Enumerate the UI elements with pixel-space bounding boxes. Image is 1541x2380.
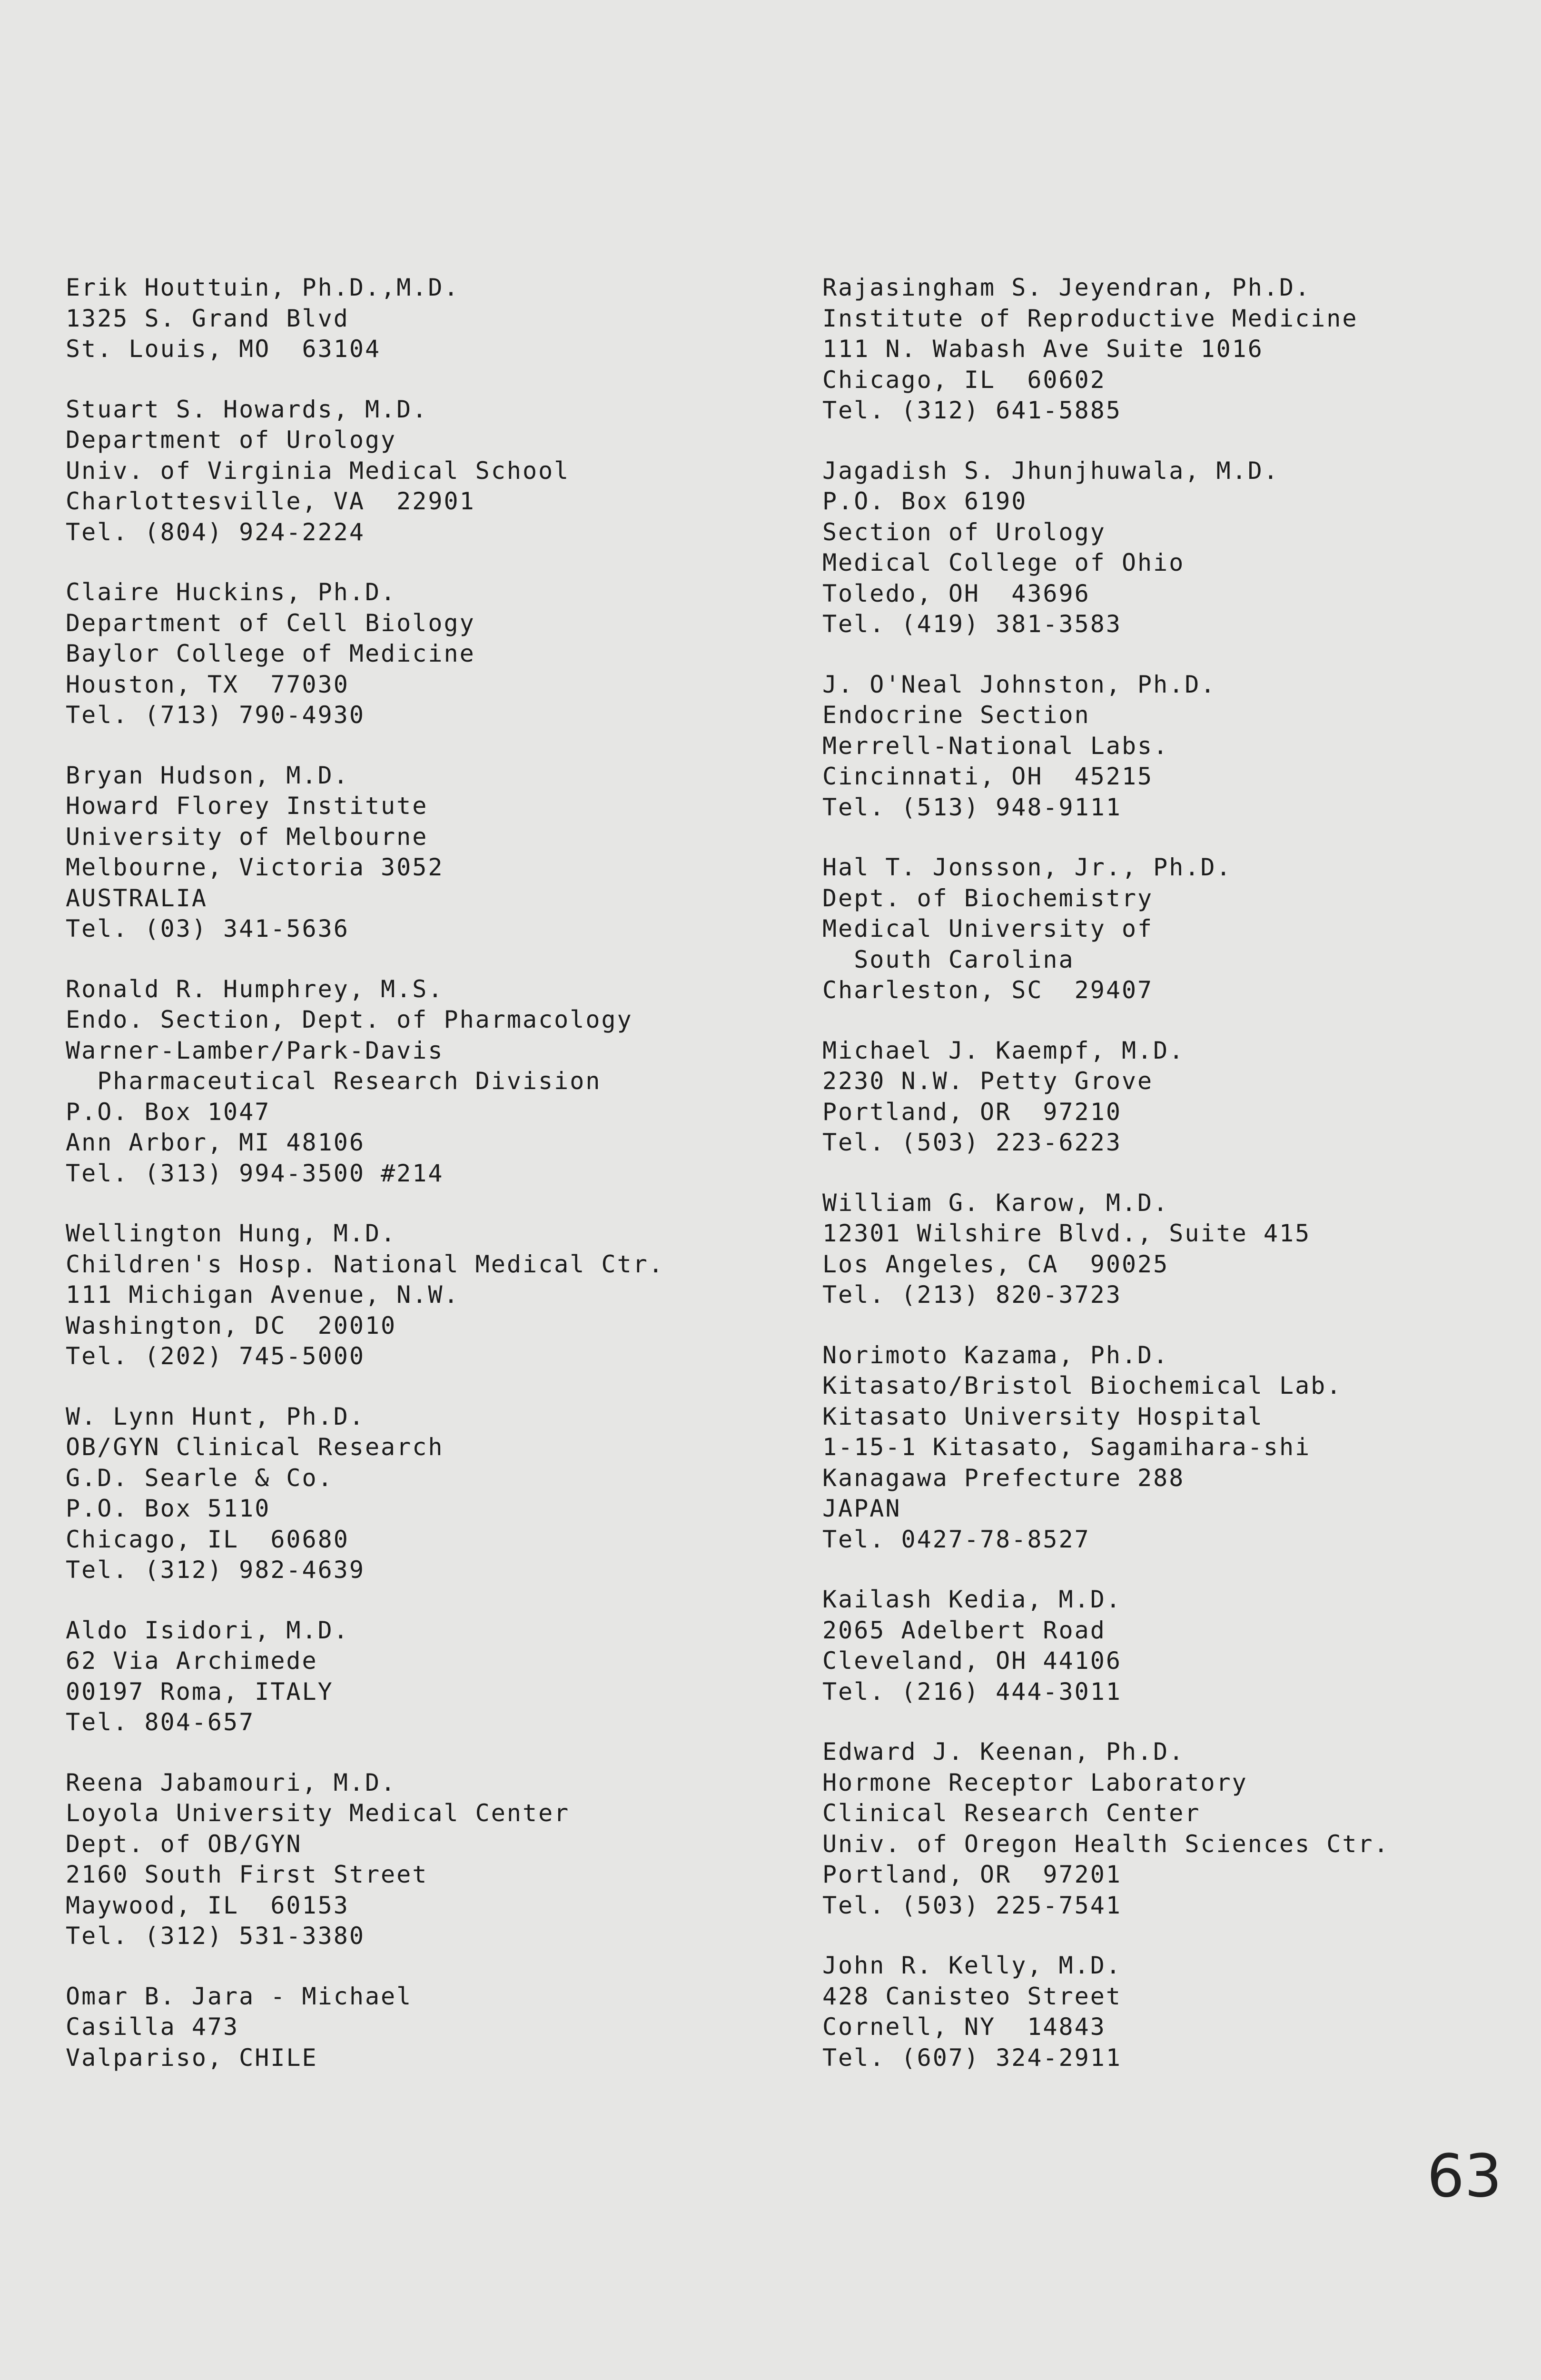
directory-entry: [66, 1767, 780, 1952]
directory-entry: [66, 1218, 780, 1372]
entry-line: Univ. of Oregon Health Sciences Ctr.: [822, 1830, 1390, 1858]
entry-line: Charleston, SC 29407: [822, 976, 1154, 1004]
directory-entry: [66, 974, 780, 1189]
entry-line: 111 Michigan Avenue, N.W.: [66, 1281, 460, 1309]
entry-name: Hal T. Jonsson, Jr., Ph.D.: [822, 853, 1232, 881]
directory-entry: [66, 1615, 780, 1738]
entry-line: Dept. of OB/GYN: [66, 1830, 302, 1858]
entry-name: J. O'Neal Johnston, Ph.D.: [822, 670, 1216, 698]
entry-line: Tel. (213) 820-3723: [822, 1281, 1122, 1309]
entry-line: Melbourne, Victoria 3052: [66, 853, 444, 881]
entry-line: 111 N. Wabash Ave Suite 1016: [822, 335, 1264, 363]
entry-line: Chicago, IL 60602: [822, 366, 1106, 394]
entry-line: Endocrine Section: [822, 701, 1090, 729]
entry-line: Warner-Lamber/Park-Davis: [66, 1036, 444, 1064]
entry-line: St. Louis, MO 63104: [66, 335, 381, 363]
directory-entry: [822, 1340, 1527, 1555]
entry-line: 1-15-1 Kitasato, Sagamihara-shi: [822, 1433, 1311, 1461]
directory-entry: [822, 852, 1527, 1006]
entry-name: Erik Houttuin, Ph.D.,M.D.: [66, 274, 460, 301]
entry-name: Wellington Hung, M.D.: [66, 1220, 397, 1247]
directory-entry: [822, 1188, 1527, 1310]
entry-line: Portland, OR 97210: [822, 1098, 1122, 1126]
entry-line: University of Melbourne: [66, 823, 428, 851]
entry-line: Tel. (513) 948-9111: [822, 793, 1122, 821]
entry-name: Claire Huckins, Ph.D.: [66, 578, 397, 606]
entry-line: 1325 S. Grand Blvd: [66, 304, 349, 332]
right-column: [822, 272, 1527, 2102]
entry-name: John R. Kelly, M.D.: [822, 1952, 1122, 1979]
directory-entry: [66, 394, 780, 548]
entry-line: Tel. (503) 225-7541: [822, 1891, 1122, 1919]
entry-line: Casilla 473: [66, 2013, 239, 2041]
entry-line: Tel. (312) 982-4639: [66, 1556, 365, 1584]
entry-line: Maywood, IL 60153: [66, 1891, 349, 1919]
entry-name: Reena Jabamouri, M.D.: [66, 1768, 397, 1796]
entry-line: Tel. (312) 531-3380: [66, 1922, 365, 1950]
entry-line: Washington, DC 20010: [66, 1311, 397, 1339]
entry-name: Kailash Kedia, M.D.: [822, 1586, 1122, 1613]
entry-line: Chicago, IL 60680: [66, 1525, 349, 1553]
entry-line: Kitasato University Hospital: [822, 1402, 1264, 1430]
entry-line: 12301 Wilshire Blvd., Suite 415: [822, 1220, 1311, 1247]
entry-line: Tel. 0427-78-8527: [822, 1525, 1090, 1553]
left-column: [66, 272, 780, 2102]
entry-name: Norimoto Kazama, Ph.D.: [822, 1341, 1169, 1369]
directory-entry: [66, 1981, 780, 2073]
entry-line: Tel. (804) 924-2224: [66, 518, 365, 546]
entry-line: Cornell, NY 14843: [822, 2013, 1106, 2041]
entry-line: 62 Via Archimede: [66, 1647, 318, 1675]
entry-line: Univ. of Virginia Medical School: [66, 456, 570, 485]
entry-line: Endo. Section, Dept. of Pharmacology: [66, 1006, 633, 1033]
entry-line: 428 Canisteo Street: [822, 1982, 1122, 2010]
directory-entry: [822, 1035, 1527, 1158]
entry-line: Tel. (607) 324-2911: [822, 2043, 1122, 2072]
entry-line: 2160 South First Street: [66, 1861, 428, 1888]
entry-line: P.O. Box 6190: [822, 487, 1027, 515]
entry-line: Howard Florey Institute: [66, 792, 428, 820]
entry-line: Cleveland, OH 44106: [822, 1647, 1122, 1675]
entry-name: Bryan Hudson, M.D.: [66, 761, 349, 789]
entry-line: 00197 Roma, ITALY: [66, 1677, 334, 1706]
entry-line: Institute of Reproductive Medicine: [822, 304, 1358, 332]
directory-entry: [822, 669, 1527, 823]
entry-line: Tel. (202) 745-5000: [66, 1342, 365, 1370]
entry-line: Tel. (713) 790-4930: [66, 701, 365, 729]
entry-line: 2230 N.W. Petty Grove: [822, 1067, 1154, 1095]
entry-name: Edward J. Keenan, Ph.D.: [822, 1738, 1185, 1765]
entry-line: P.O. Box 1047: [66, 1098, 271, 1126]
entry-line: Baylor College of Medicine: [66, 640, 475, 667]
directory-entry: [822, 1736, 1527, 1921]
entry-line: Children's Hosp. National Medical Ctr.: [66, 1250, 664, 1278]
directory-entry: [66, 760, 780, 944]
entry-line: Tel. (03) 341-5636: [66, 915, 349, 942]
entry-line: Portland, OR 97201: [822, 1861, 1122, 1888]
entry-name: W. Lynn Hunt, Ph.D.: [66, 1402, 365, 1430]
entry-line: Toledo, OH 43696: [822, 579, 1090, 607]
directory-entry: [822, 1950, 1527, 2073]
directory-entry: [822, 456, 1527, 640]
entry-line: Loyola University Medical Center: [66, 1799, 570, 1827]
directory-entry: [822, 272, 1527, 426]
entry-name: Ronald R. Humphrey, M.S.: [66, 975, 444, 1003]
entry-name: Michael J. Kaempf, M.D.: [822, 1036, 1185, 1064]
entry-line: Valpariso, CHILE: [66, 2043, 318, 2072]
entry-name: Aldo Isidori, M.D.: [66, 1616, 349, 1644]
entry-line: Tel. (216) 444-3011: [822, 1677, 1122, 1706]
entry-line: Kanagawa Prefecture 288: [822, 1464, 1185, 1492]
entry-name: Rajasingham S. Jeyendran, Ph.D.: [822, 274, 1311, 301]
entry-line: P.O. Box 5110: [66, 1495, 271, 1522]
entry-line: Section of Urology: [822, 518, 1106, 546]
entry-line: OB/GYN Clinical Research: [66, 1433, 444, 1461]
entry-line: Tel. (503) 223-6223: [822, 1129, 1122, 1156]
entry-line: Houston, TX 77030: [66, 670, 349, 698]
entry-line: Department of Urology: [66, 426, 397, 454]
directory-entry: [66, 1401, 780, 1586]
entry-name: Omar B. Jara - Michael: [66, 1982, 413, 2010]
entry-name: William G. Karow, M.D.: [822, 1189, 1169, 1217]
entry-line: 2065 Adelbert Road: [822, 1616, 1106, 1644]
entry-line: Clinical Research Center: [822, 1799, 1201, 1827]
entry-line: Charlottesville, VA 22901: [66, 487, 475, 515]
directory-entry: [66, 272, 780, 365]
entry-line: AUSTRALIA: [66, 884, 207, 912]
directory-entry: [66, 577, 780, 731]
entry-line: Hormone Receptor Laboratory: [822, 1768, 1248, 1796]
entry-line: Tel. 804-657: [66, 1708, 255, 1736]
entry-line: Dept. of Biochemistry: [822, 884, 1154, 912]
entry-line: Tel. (313) 994-3500 #214: [66, 1159, 444, 1187]
entry-line: Tel. (419) 381-3583: [822, 610, 1122, 638]
entry-line: JAPAN: [822, 1495, 901, 1522]
entry-line: Medical College of Ohio: [822, 549, 1185, 576]
entry-line: South Carolina: [822, 945, 1075, 973]
entry-line: Tel. (312) 641-5885: [822, 397, 1122, 424]
directory-entry: [822, 1584, 1527, 1707]
entry-name: Stuart S. Howards, M.D.: [66, 395, 428, 423]
entry-line: Department of Cell Biology: [66, 609, 475, 637]
page-number: 63: [1427, 2142, 1502, 2211]
entry-line: Kitasato/Bristol Biochemical Lab.: [822, 1372, 1343, 1399]
entry-line: Los Angeles, CA 90025: [822, 1250, 1169, 1278]
entry-line: G.D. Searle & Co.: [66, 1464, 334, 1492]
entry-line: Ann Arbor, MI 48106: [66, 1129, 365, 1156]
entry-line: Medical University of: [822, 915, 1154, 942]
entry-name: Jagadish S. Jhunjhuwala, M.D.: [822, 456, 1279, 485]
entry-line: Merrell-National Labs.: [822, 732, 1169, 760]
entry-line: Pharmaceutical Research Division: [66, 1067, 602, 1095]
entry-line: Cincinnati, OH 45215: [822, 763, 1154, 790]
